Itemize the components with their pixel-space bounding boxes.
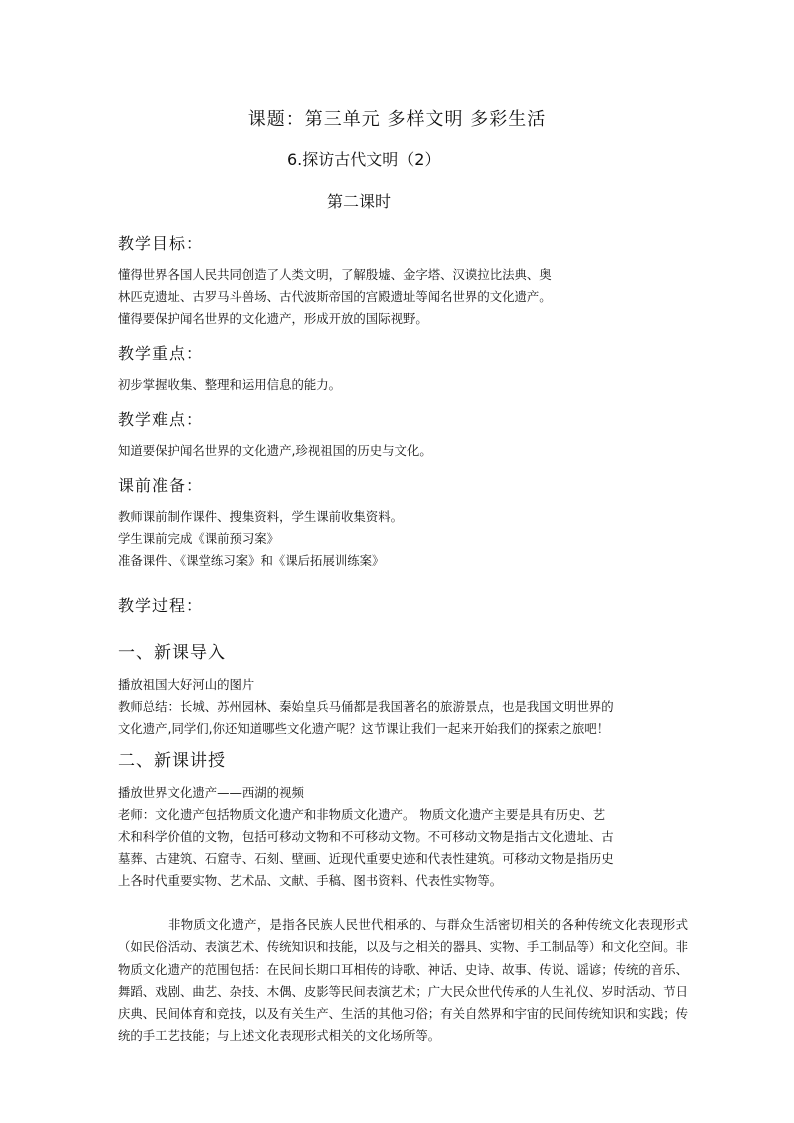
intro-heading: 一、新课导入: [118, 643, 226, 663]
objectives-line: 林匹克遗址、古罗马斗兽场、古代波斯帝国的宫殿遗址等闻名世界的文化遗产。: [118, 289, 552, 304]
preparation-section: [118, 474, 688, 572]
objectives-line: 懂得世界各国人民共同创造了人类文明，了解殷墟、金字塔、汉谟拉比法典、奥: [118, 267, 552, 282]
process-heading: 教学过程：: [118, 596, 204, 615]
page-title: 课题：第三单元 多样文明 多彩生活: [247, 109, 547, 130]
intangible-heritage-paragraph: 非物质文化遗产，是指各民族人民世代相承的、与群众生活密切相关的各种传统文化表现形式（如民俗活动、表演艺术、传统知识和技能，以及与之相关的器具、实物、手工制品等）和文化空间。非物质文化遗产的范围包括：在民间长期口耳相传的诗歌、神话、史诗、故事、传说、谣谚；传统的音乐、舞蹈、戏剧、曲艺、杂技、木偶、皮影等民间表演艺术；广大民众世代传承的人生礼仪、岁时活动、节日庆典、民间体育和竞技，以及有关生产、生活的其他习俗；有关自然界和宇宙的民间传统知识和实践；传统的手工艺技能；与上述文化表现形式相关的文化场所等。: [118, 917, 688, 1044]
preparation-line: 学生课前完成《课前预习案》: [118, 531, 280, 546]
lesson-period: 第二课时: [327, 192, 392, 211]
difficulties-heading: 教学难点：: [118, 410, 204, 429]
objectives-line: 懂得要保护闻名世界的文化遗产，形成开放的国际视野。: [118, 311, 428, 326]
lecture-line: 上各时代重要实物、艺术品、文献、手稿、图书资料、代表性实物等。: [118, 873, 503, 888]
lecture-heading: 二、新课讲授: [118, 751, 226, 771]
objectives-section: [118, 232, 688, 330]
difficulties-section: [118, 408, 688, 462]
lecture-line: 老师：文化遗产包括物质文化遗产和非物质文化遗产。 物质文化遗产主要是具有历史、艺: [118, 807, 606, 822]
process-section: [118, 594, 688, 1048]
preparation-line: 教师课前制作课件、搜集资料，学生课前收集资料。: [118, 509, 403, 524]
intro-line: 教师总结：长城、苏州园林、秦始皇兵马俑都是我国著名的旅游景点，也是我国文明世界的: [118, 699, 614, 714]
key-points-heading: 教学重点：: [118, 344, 204, 363]
key-points-section: [118, 342, 688, 396]
key-points-line: 初步掌握收集、整理和运用信息的能力。: [118, 377, 342, 392]
preparation-line: 准备课件、《课堂练习案》和《课后拓展训练案》: [118, 553, 385, 568]
intro-line: 播放祖国大好河山的图片: [118, 677, 255, 692]
intro-line: 文化遗产,同学们,你还知道哪些文化遗产呢？这节课让我们一起来开始我们的探索之旅吧！: [118, 721, 610, 736]
lesson-title: 6.探访古代文明（2）: [287, 150, 441, 169]
difficulties-line: 知道要保护闻名世界的文化遗产,珍视祖国的历史与文化。: [118, 443, 432, 458]
document-body: [118, 232, 688, 1048]
lecture-line: 术和科学价值的文物，包括可移动文物和不可移动文物。不可移动文物是指古文化遗址、古: [118, 829, 614, 844]
lecture-line: 播放世界文化遗产——西湖的视频: [118, 785, 304, 800]
preparation-heading: 课前准备：: [118, 476, 204, 495]
lecture-line: 墓葬、古建筑、石窟寺、石刻、壁画、近现代重要史迹和代表性建筑。可移动文物是指历史: [118, 851, 614, 866]
objectives-heading: 教学目标：: [118, 234, 204, 253]
